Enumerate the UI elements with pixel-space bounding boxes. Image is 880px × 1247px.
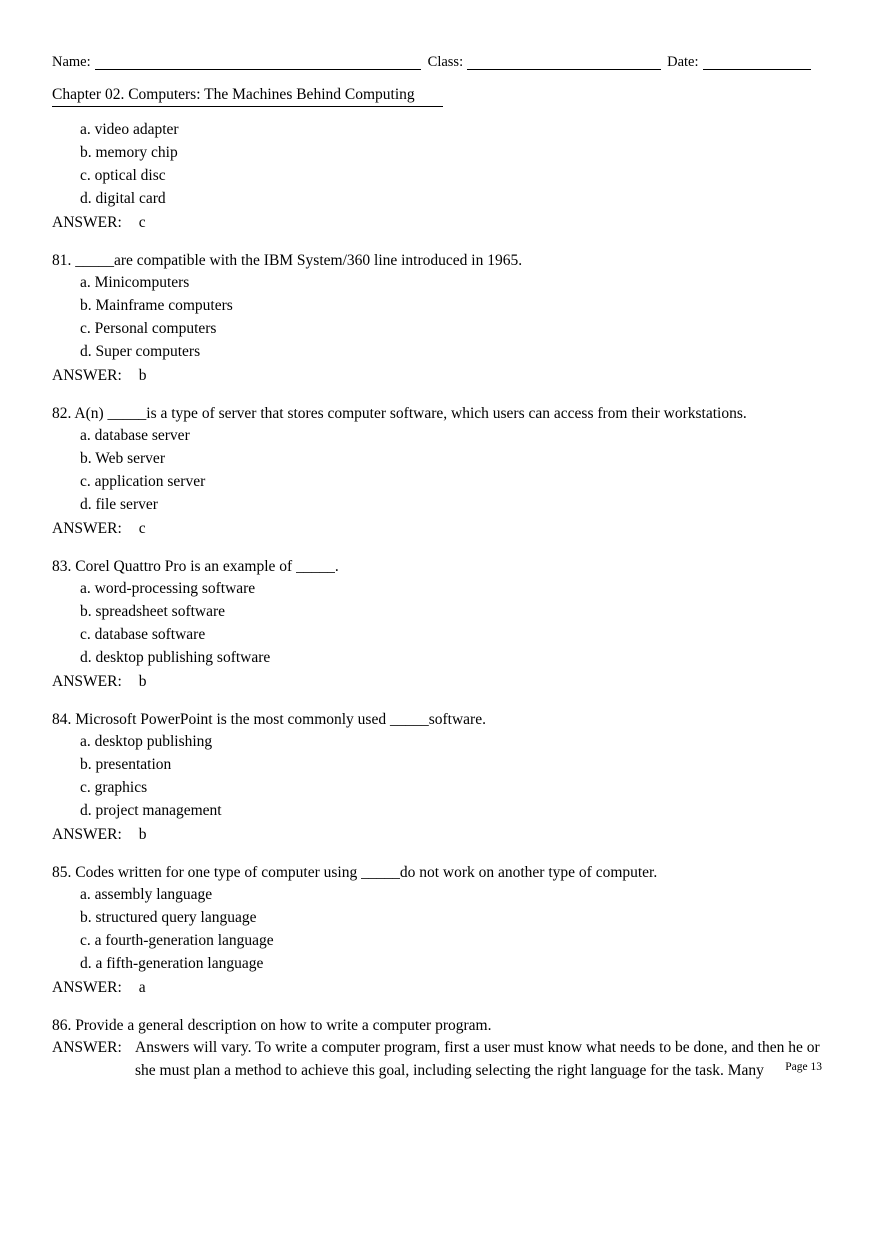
option-item: a. database server: [80, 427, 190, 444]
answer-value: c: [138, 520, 146, 537]
option-item: b. Mainframe computers: [80, 297, 233, 314]
option-item: c. Personal computers: [80, 320, 217, 337]
question-block-81: [52, 250, 828, 387]
options-list: [52, 730, 828, 822]
answer-value: c: [138, 214, 146, 231]
answer-line: [52, 976, 828, 999]
name-label: Name:: [52, 54, 91, 70]
option-item: a. Minicomputers: [80, 274, 190, 291]
answer-value: b: [138, 826, 147, 843]
option-item: d. desktop publishing software: [80, 649, 271, 666]
answer-label: ANSWER:: [52, 673, 122, 690]
options-list: [52, 118, 828, 210]
options-list: [52, 271, 828, 363]
class-label: Class:: [427, 54, 464, 70]
question-text: 81. _____are compatible with the IBM System/360 line introduced in 1965.: [52, 252, 523, 269]
header: [52, 54, 828, 70]
answer-label: ANSWER:: [52, 520, 122, 537]
option-item: b. memory chip: [80, 144, 178, 161]
options-list: [52, 577, 828, 669]
option-item: c. application server: [80, 473, 206, 490]
page-number: Page 13: [785, 1061, 822, 1073]
class-blank-line: [467, 55, 661, 70]
question-text: 86. Provide a general description on how to write a computer program.: [52, 1017, 492, 1034]
answer-label: ANSWER:: [52, 1039, 122, 1056]
date-label: Date:: [667, 54, 699, 70]
question-text: 82. A(n) _____is a type of server that stores computer software, which users can access from their workstations.: [52, 405, 747, 422]
option-item: c. a fourth-generation language: [80, 932, 274, 949]
option-item: d. digital card: [80, 190, 166, 207]
answer-label: ANSWER:: [52, 826, 122, 843]
question-text: 83. Corel Quattro Pro is an example of _____.: [52, 558, 339, 575]
answer-label: ANSWER:: [52, 367, 122, 384]
option-item: a. desktop publishing: [80, 733, 213, 750]
option-item: a. video adapter: [80, 121, 179, 138]
answer-value: b: [138, 673, 147, 690]
option-item: d. a fifth-generation language: [80, 955, 264, 972]
option-item: b. Web server: [80, 450, 165, 467]
chapter-title-row: [52, 85, 828, 107]
options-list: [52, 424, 828, 516]
question-block-86: [52, 1015, 828, 1082]
answer-value: b: [138, 367, 147, 384]
option-item: a. word-processing software: [80, 580, 256, 597]
option-item: b. structured query language: [80, 909, 257, 926]
answer-line: [52, 517, 828, 540]
answer-value: a: [138, 979, 146, 996]
question-block-continuation: [52, 118, 828, 234]
answer-line: [52, 1036, 828, 1082]
name-blank-line: [95, 55, 421, 70]
answer-line: [52, 211, 828, 234]
option-item: a. assembly language: [80, 886, 213, 903]
question-block-85: [52, 862, 828, 999]
chapter-title: Chapter 02. Computers: The Machines Behind Computing: [52, 85, 443, 107]
option-item: c. optical disc: [80, 167, 166, 184]
option-item: d. file server: [80, 496, 158, 513]
question-block-82: [52, 403, 828, 540]
answer-line: [52, 670, 828, 693]
option-item: c. database software: [80, 626, 206, 643]
essay-answer-text: Answers will vary. To write a computer program, first a user must know what needs to be done, and then he or she must plan a method to achieve this goal, including selecting the right language for the task. Many: [135, 1039, 820, 1079]
option-item: b. presentation: [80, 756, 172, 773]
answer-line: [52, 823, 828, 846]
option-item: b. spreadsheet software: [80, 603, 226, 620]
option-item: c. graphics: [80, 779, 148, 796]
option-item: d. project management: [80, 802, 222, 819]
date-blank-line: [703, 55, 811, 70]
answer-label: ANSWER:: [52, 214, 122, 231]
answer-label: ANSWER:: [52, 979, 122, 996]
question-text: 85. Codes written for one type of computer using _____do not work on another type of computer.: [52, 864, 658, 881]
option-item: d. Super computers: [80, 343, 201, 360]
question-block-83: [52, 556, 828, 693]
answer-line: [52, 364, 828, 387]
options-list: [52, 883, 828, 975]
question-text: 84. Microsoft PowerPoint is the most commonly used _____software.: [52, 711, 486, 728]
question-block-84: [52, 709, 828, 846]
